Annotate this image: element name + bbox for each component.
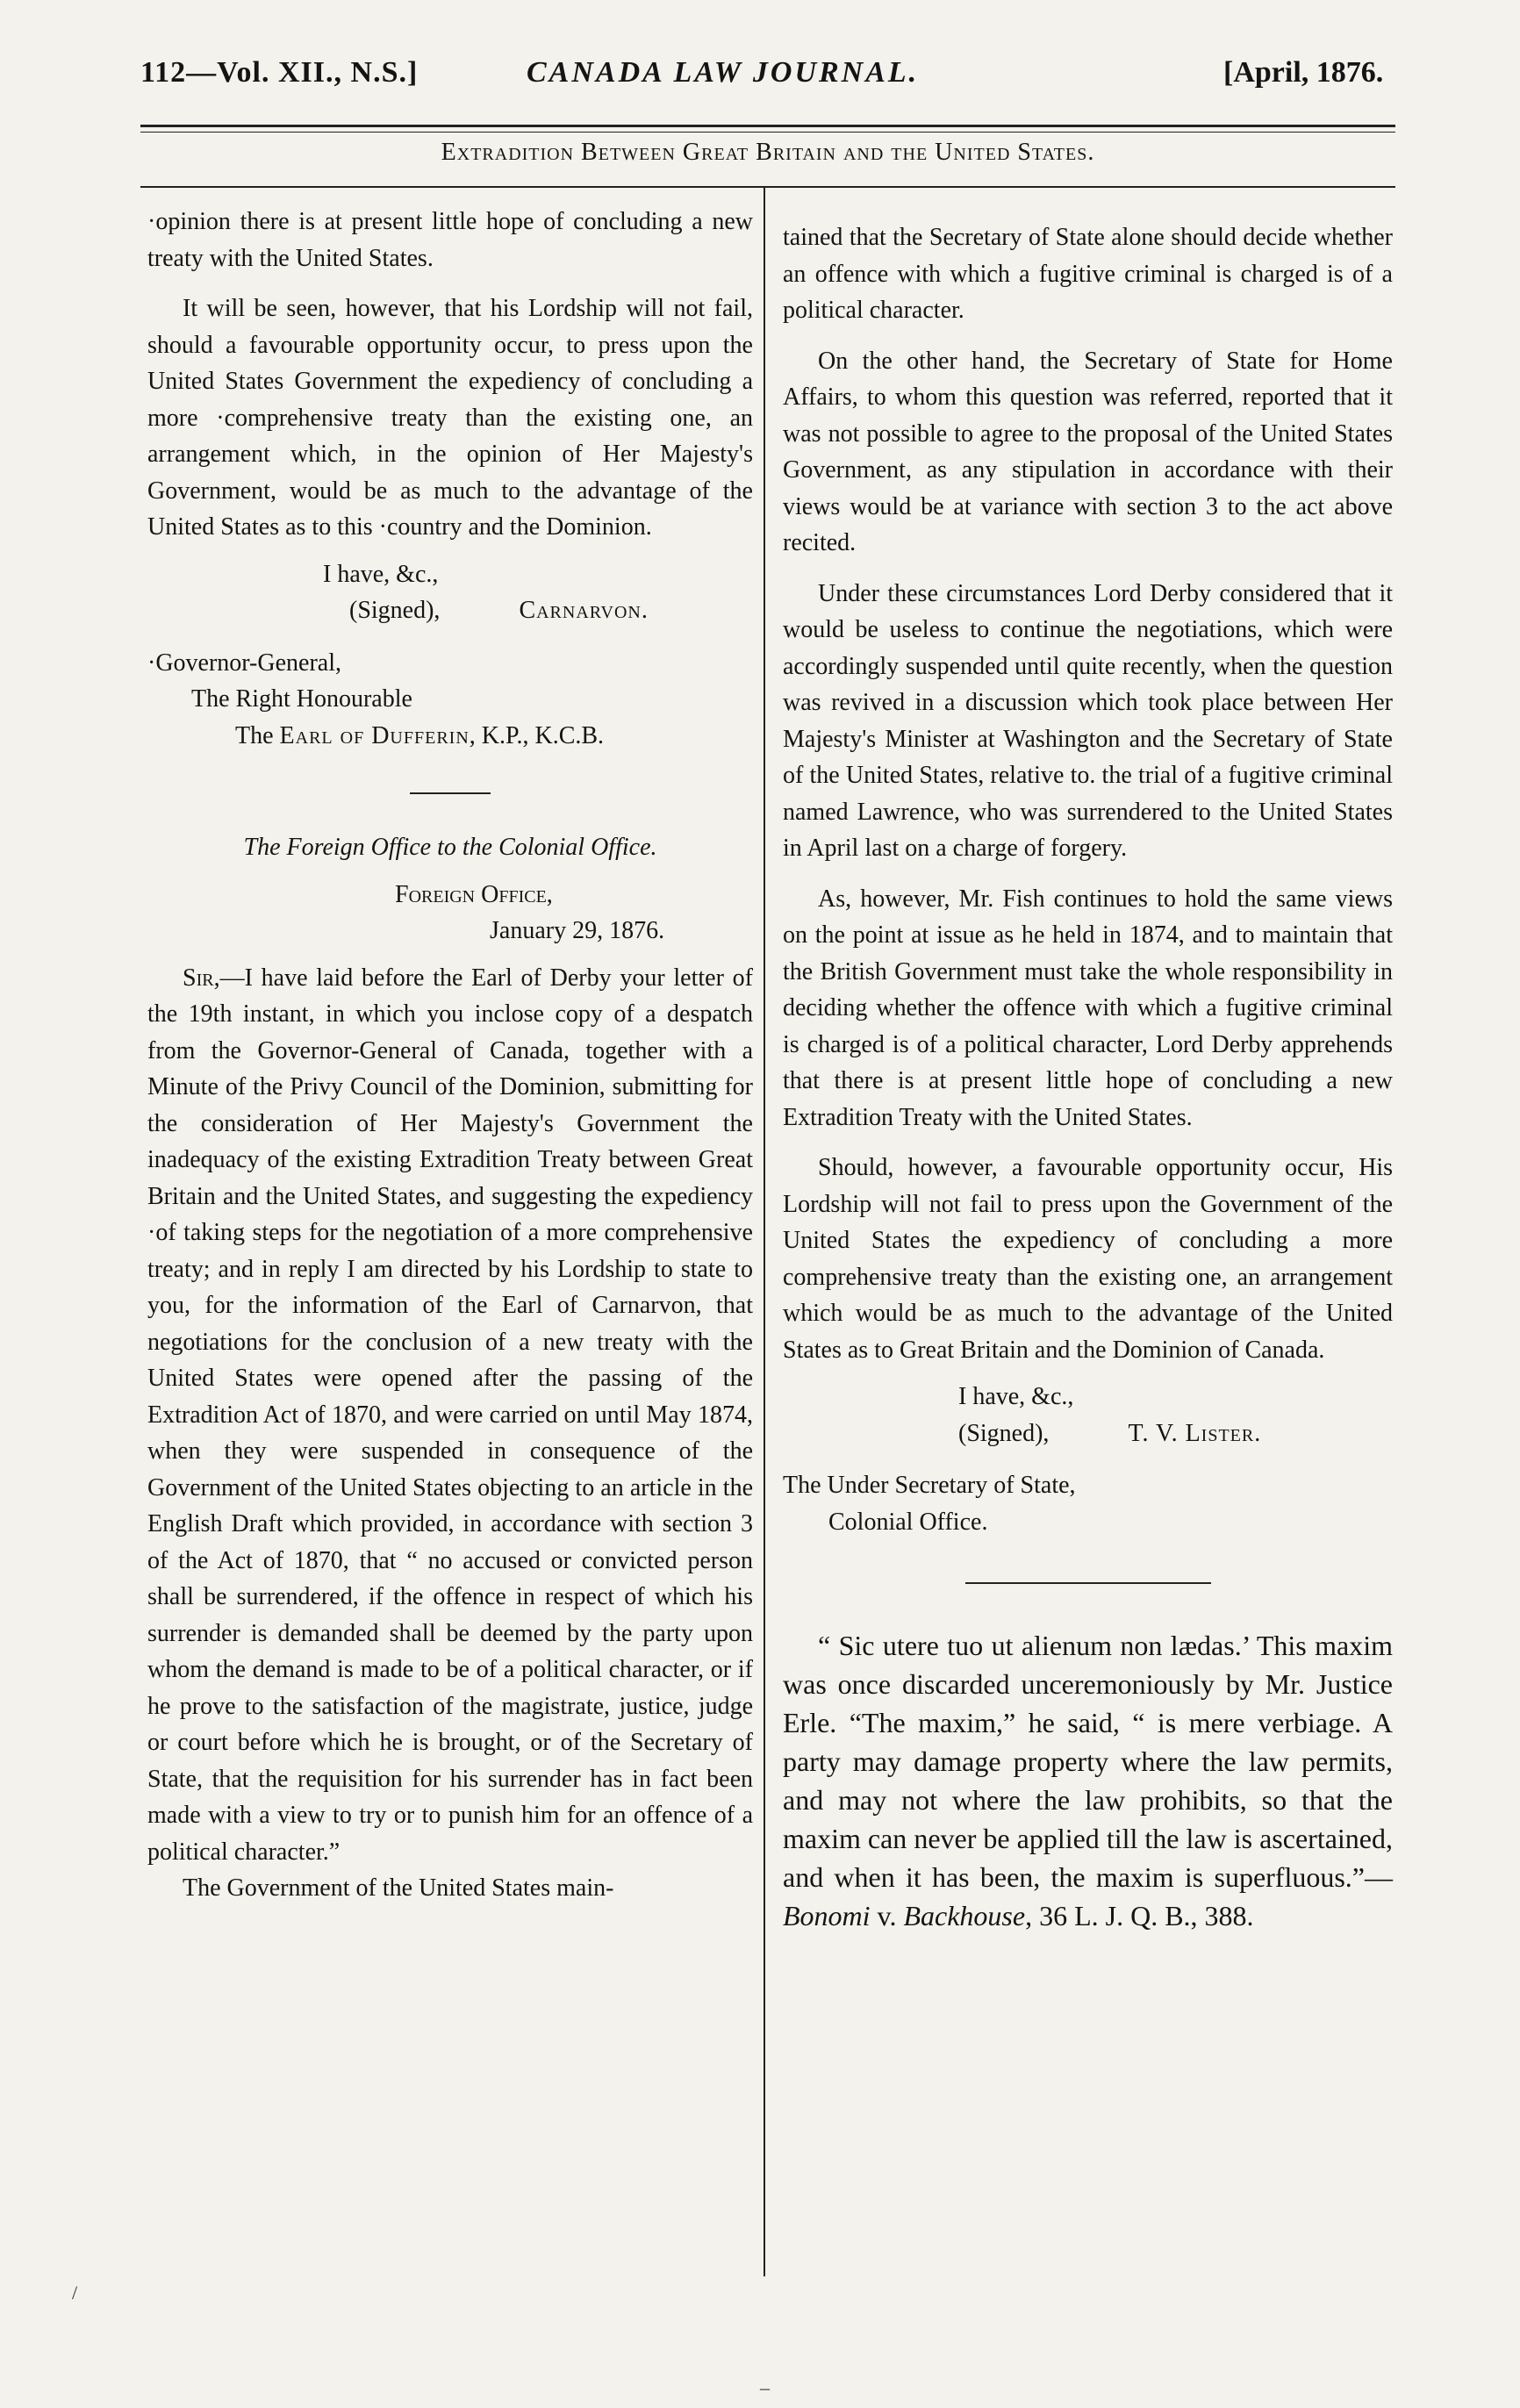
separator-rule xyxy=(965,1582,1211,1584)
issue-date: [April, 1876. xyxy=(1223,56,1384,89)
paragraph: As, however, Mr. Fish continues to hold the same views on the point at issue as he held in 1874, and to maintain that the British Government must take the whole responsibility in deciding whether the offence with which a fugitive criminal is charged is of a political character, Lord Derby apprehends that there is at present little hope of concluding a new Extradition Treaty with the United States. xyxy=(783,885,1393,1131)
separator-rule xyxy=(410,792,491,794)
addressee-line: Colonial Office. xyxy=(828,1508,988,1536)
case-party: Backhouse xyxy=(903,1900,1026,1931)
addressee-honours: , K.P., K.C.B. xyxy=(469,721,605,749)
letter-heading: The Foreign Office to the Colonial Office. xyxy=(243,834,657,861)
section-title-rule xyxy=(140,186,1395,188)
closing-line: I have, &c., xyxy=(958,1383,1074,1410)
addressee-line: The Right Honourable xyxy=(191,685,412,713)
sender-office: Foreign Office, xyxy=(395,880,553,908)
margin-mark: / xyxy=(72,2282,78,2304)
closing-line: I have, &c., xyxy=(323,560,439,588)
addressee-prefix: The xyxy=(235,721,280,749)
paragraph: ·opinion there is at present little hope of concluding a new treaty with the United States. xyxy=(147,208,753,272)
paragraph: tained that the Secretary of State alone should decide whether an offence with which a fugitive criminal is charged is of a political character. xyxy=(783,224,1393,324)
paragraph: Should, however, a favourable opportunity occur, His Lordship will not fail to press upon the Government of the United States the expediency of concluding a more comprehensive treaty than the existing one, an arrangement which would be as much to the advantage of the United States as to Great Britain and the Dominion of Canada. xyxy=(783,1154,1393,1364)
addressee-line: ·Governor-General, xyxy=(147,649,341,677)
addressee-line xyxy=(235,718,753,755)
signature-row xyxy=(958,1415,1393,1452)
addressee-block xyxy=(783,1467,1393,1540)
case-versus: v. xyxy=(870,1900,904,1931)
paragraph: The Government of the United States main- xyxy=(183,1874,614,1902)
section-title: Extradition Between Great Britain and the United States. xyxy=(441,139,1095,166)
signatory-name: Carnarvon. xyxy=(519,597,649,624)
paragraph: Under these circumstances Lord Derby considered that it would be useless to continue the negotiations, which were accordingly suspended until quite recently, when the question was revived in a discussion which took place between Her Majesty's Minister at Washington and the Secretary of State of the United States, relative to. the trial of a fugitive criminal named Lawrence, who was surrendered to the United States in April last on a charge of forgery. xyxy=(783,579,1393,862)
journal-title: CANADA LAW JOURNAL. xyxy=(527,56,920,89)
case-party: Bonomi xyxy=(783,1900,871,1931)
signatory-name: T. V. Lister. xyxy=(1128,1419,1262,1447)
addressee-block xyxy=(147,645,753,755)
letter-date: January 29, 1876. xyxy=(490,917,665,944)
addressee-name: Earl of Dufferin xyxy=(279,721,470,749)
header-rule-thin xyxy=(140,132,1395,133)
right-column xyxy=(783,219,1393,1935)
case-citation: , 36 L. J. Q. B., 388. xyxy=(1025,1900,1254,1931)
header-rule-thick xyxy=(140,125,1395,127)
signature-row xyxy=(349,592,753,629)
signed-label: (Signed), xyxy=(958,1419,1050,1447)
maxim-text: “ Sic utere tuo ut alienum non lædas.’ This maxim was once discarded unceremoniously by Mr. Justice Erle. “The maxim,” he said, “ is mere verbiage. A party may damage property where the law permits, and may not where the law prohibits, so that the maxim can never be applied till the law is ascertained, and when it has been, the maxim is superfluous.”— xyxy=(783,1630,1393,1893)
left-column xyxy=(147,204,753,1907)
signed-label: (Signed), xyxy=(349,597,441,624)
addressee-line: The Under Secretary of State, xyxy=(783,1472,1076,1499)
column-divider xyxy=(764,188,765,2276)
page-number-volume: 112—Vol. XII., N.S.] xyxy=(140,56,419,89)
paragraph xyxy=(147,960,753,1871)
margin-mark: – xyxy=(760,2376,770,2398)
paragraph: It will be seen, however, that his Lordship will not fail, should a favourable opportunity occur, to press upon the United States Government the expediency of concluding a more ·comprehensive treaty than the existing one, an arrangement which, in the opinion of Her Majesty's Government, would be as much to the advantage of the United States as to this ·country and the Dominion. xyxy=(147,295,753,541)
salutation: Sir, xyxy=(183,964,220,992)
paragraph-body: —I have laid before the Earl of Derby your letter of the 19th instant, in which you inclose copy of a despatch from the Governor-General of Canada, together with a Minute of the Privy Council of the Dominion, submitting for the consideration of Her Majesty's Government the inadequacy of the existing Extradition Treaty between Great Britain and the United States, and suggesting the expediency ·of taking steps for the negotiation of a more comprehensive treaty; and in reply I am directed by his Lordship to state to you, for the information of the Earl of Carnarvon, that negotiations for the conclusion of a new treaty with the United States were opened after the passing of the Extradition Act of 1870, and were carried on until May 1874, when they were suspended in consequence of the Government of the United States objecting to an article in the English Draft which provided, in accordance with section 3 of the Act of 1870, that “ no accused or convicted person shall be surrendered, if the offence in respect of which his surrender is demanded shall be deemed by the party upon whom the demand is made to be of a political character, or if he prove to the satisfaction of the magistrate, justice, judge or court before which he is brought, or of the Secretary of State, that the requisition for his surrender has in fact been made with a view to try or to punish him for an offence of a political character.” xyxy=(147,964,753,1866)
paragraph: On the other hand, the Secretary of State for Home Affairs, to whom this question was referred, reported that it was not possible to agree to the proposal of the United States Government, as any stipulation in accordance with their views would be at variance with section 3 to the act above recited. xyxy=(783,347,1393,556)
maxim-paragraph xyxy=(783,1626,1393,1935)
